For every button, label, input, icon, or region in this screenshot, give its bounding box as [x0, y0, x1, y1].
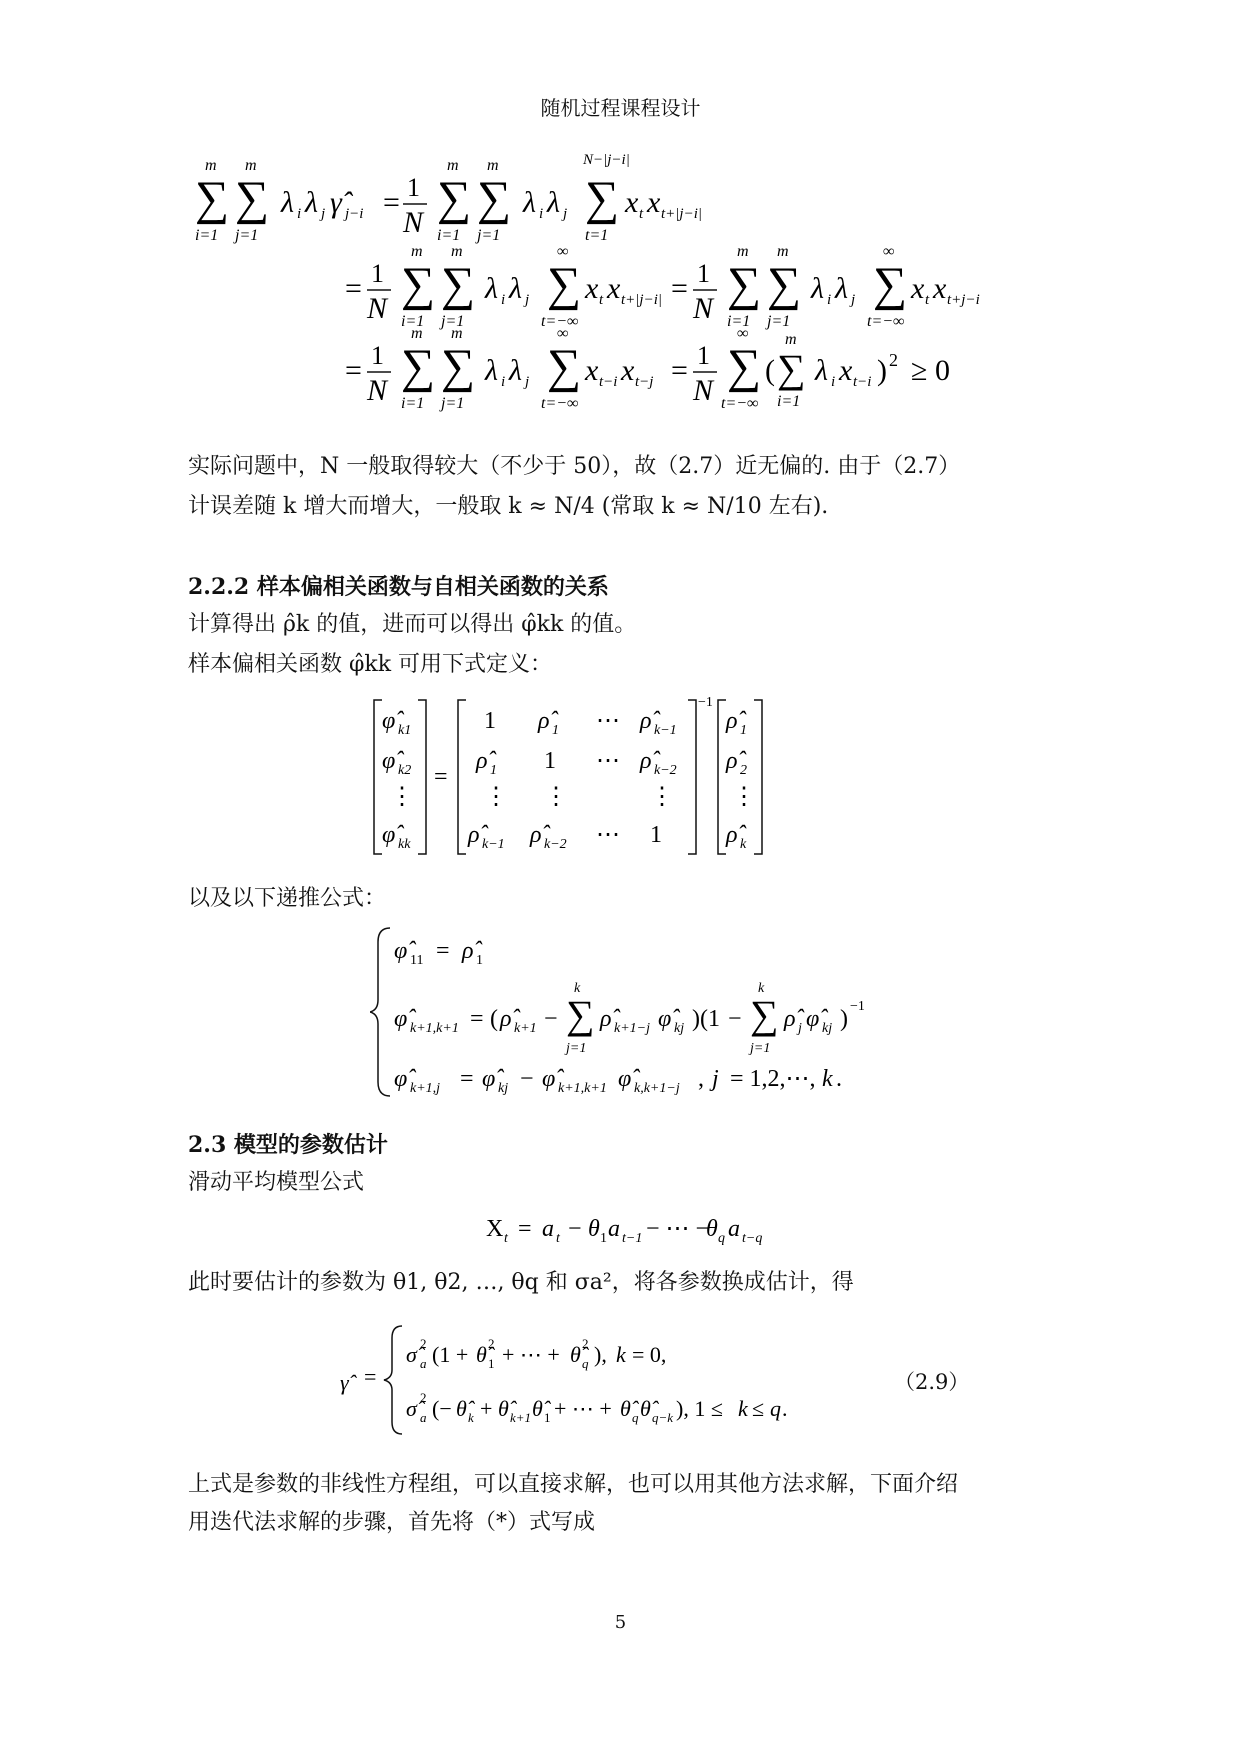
svg-text:φ̂: φ̂ — [482, 1066, 496, 1092]
svg-text:≤: ≤ — [752, 1396, 765, 1421]
svg-text:j=1: j=1 — [441, 313, 465, 330]
svg-text:⋮: ⋮ — [484, 784, 508, 810]
svg-text:1: 1 — [600, 1231, 607, 1246]
svg-text:x: x — [933, 272, 947, 305]
svg-text:a: a — [420, 1410, 427, 1425]
svg-text:=: = — [383, 186, 400, 219]
svg-text:=: = — [671, 354, 688, 387]
svg-text:∑: ∑ — [727, 258, 762, 311]
svg-text:∑: ∑ — [547, 340, 582, 393]
svg-text:.: . — [782, 1396, 788, 1421]
svg-text:t: t — [504, 1231, 508, 1246]
svg-text:(: ( — [490, 1006, 498, 1032]
svg-text:q−k: q−k — [652, 1410, 674, 1425]
svg-text:φ̂: φ̂ — [542, 1066, 556, 1092]
svg-text:ρ̂: ρ̂ — [468, 822, 480, 848]
svg-text:θ̂: θ̂ — [620, 1396, 631, 1421]
svg-text:1: 1 — [740, 723, 747, 738]
svg-text:1: 1 — [371, 341, 384, 370]
svg-text:k: k — [822, 1066, 833, 1092]
svg-text:k: k — [574, 981, 581, 996]
svg-text:t=−∞: t=−∞ — [721, 395, 759, 412]
svg-text:m: m — [245, 157, 257, 174]
svg-text:kj: kj — [822, 1021, 833, 1036]
svg-text:t+|j−i|: t+|j−i| — [661, 206, 702, 222]
svg-text:X: X — [486, 1216, 504, 1242]
svg-text:i=1: i=1 — [195, 227, 219, 244]
svg-text:kj: kj — [498, 1081, 509, 1096]
svg-text:=: = — [671, 272, 688, 305]
svg-text:∑: ∑ — [767, 258, 802, 311]
svg-text:1: 1 — [488, 1356, 495, 1371]
svg-text:j: j — [851, 292, 856, 308]
eq-line-2 — [345, 243, 980, 330]
svg-text:i: i — [539, 206, 544, 222]
svg-text:=: = — [364, 1364, 377, 1389]
svg-text:i=1: i=1 — [401, 313, 425, 330]
svg-text:kj: kj — [674, 1021, 685, 1036]
svg-text:1: 1 — [476, 953, 483, 968]
svg-text:λ: λ — [281, 186, 294, 219]
svg-text:t=−∞: t=−∞ — [867, 313, 905, 330]
svg-text:i=1: i=1 — [727, 313, 751, 330]
svg-text:−1: −1 — [850, 999, 865, 1014]
svg-text:θ: θ — [588, 1216, 600, 1242]
svg-text:∞: ∞ — [557, 243, 569, 260]
svg-text:)(1: )(1 — [692, 1006, 720, 1032]
svg-text:t: t — [556, 1231, 560, 1246]
paragraph-bias-note-1: 实际问题中，N 一般取得较大（不少于 50），故（2.7）近无偏的. 由于（2.7） — [188, 454, 961, 479]
svg-text:q: q — [770, 1396, 781, 1421]
svg-text:k−2: k−2 — [654, 763, 677, 778]
svg-text:k+1: k+1 — [510, 1410, 532, 1425]
svg-text:(: ( — [765, 354, 775, 387]
svg-text:k+1,j: k+1,j — [410, 1081, 441, 1096]
svg-text:i: i — [827, 292, 832, 308]
svg-text:∑: ∑ — [873, 258, 908, 311]
svg-text:=: = — [434, 764, 448, 790]
svg-text:t−j: t−j — [635, 374, 654, 390]
svg-text:θ̂: θ̂ — [640, 1396, 651, 1421]
svg-text:N: N — [693, 374, 714, 407]
svg-text:∞: ∞ — [737, 325, 749, 342]
svg-text:θ̂: θ̂ — [570, 1342, 581, 1367]
svg-text:λ: λ — [305, 186, 318, 219]
paragraph-ma-intro: 滑动平均模型公式 — [188, 1170, 365, 1195]
svg-text:2: 2 — [420, 1336, 427, 1351]
svg-text:k1: k1 — [398, 723, 412, 738]
svg-text:1: 1 — [371, 259, 384, 288]
svg-text:t+|j−i|: t+|j−i| — [621, 292, 662, 308]
paragraph-pacf-define: 样本偏相关函数 φ̂kk 可用下式定义： — [188, 652, 553, 677]
svg-text:x: x — [911, 272, 925, 305]
svg-text:j: j — [525, 374, 530, 390]
svg-text:N−|j−i|: N−|j−i| — [583, 152, 630, 168]
svg-text:=: = — [518, 1216, 532, 1242]
svg-text:=: = — [470, 1006, 484, 1032]
svg-text:k: k — [616, 1342, 626, 1367]
svg-text:k: k — [738, 1396, 748, 1421]
svg-text:k+1,k+1: k+1,k+1 — [410, 1021, 459, 1036]
svg-text:2: 2 — [582, 1336, 589, 1351]
svg-text:ρ̂: ρ̂ — [784, 1006, 796, 1032]
svg-text:1: 1 — [544, 1410, 551, 1425]
svg-text:∑: ∑ — [585, 172, 620, 225]
svg-text:σ̂: σ̂ — [406, 1396, 417, 1421]
svg-text:x: x — [585, 272, 599, 305]
paragraph-nonlinear-2: 用迭代法求解的步骤，首先将（*）式写成 — [188, 1510, 596, 1535]
svg-text:m: m — [785, 331, 797, 348]
svg-text:⋮: ⋮ — [650, 784, 674, 810]
svg-text:t=−∞: t=−∞ — [541, 395, 579, 412]
svg-text:∑: ∑ — [401, 340, 436, 393]
svg-text:m: m — [451, 243, 463, 260]
svg-text:−: − — [568, 1216, 582, 1242]
svg-text:1: 1 — [490, 763, 497, 778]
svg-text:θ̂: θ̂ — [456, 1396, 467, 1421]
svg-text:m: m — [411, 243, 423, 260]
svg-text:γ̂: γ̂ — [330, 186, 342, 219]
svg-text:ρ̂: ρ̂ — [640, 708, 652, 734]
svg-text:−: − — [728, 1006, 742, 1032]
svg-text:j: j — [525, 292, 530, 308]
svg-text:x: x — [607, 272, 621, 305]
svg-text:j=1: j=1 — [750, 1041, 771, 1056]
svg-text:k−2: k−2 — [544, 837, 567, 852]
svg-text:θ̂: θ̂ — [476, 1342, 487, 1367]
svg-text:t−i: t−i — [599, 374, 618, 390]
section-heading-2-3: 2.3 模型的参数估计 — [188, 1132, 388, 1158]
svg-text:θ: θ — [706, 1216, 718, 1242]
svg-text:k+1,k+1: k+1,k+1 — [558, 1081, 607, 1096]
svg-text:∞: ∞ — [557, 325, 569, 342]
svg-text:t=−∞: t=−∞ — [541, 313, 579, 330]
ma-model-equation — [480, 1206, 780, 1256]
svg-text:⋮: ⋮ — [732, 784, 756, 810]
svg-text:a: a — [608, 1216, 620, 1242]
svg-text:(1 +: (1 + — [432, 1342, 469, 1367]
svg-text:− ⋯ −: − ⋯ − — [646, 1216, 710, 1242]
svg-text:∑: ∑ — [195, 172, 230, 225]
svg-text:−1: −1 — [698, 695, 713, 710]
svg-text:γ̂: γ̂ — [340, 1370, 349, 1395]
svg-text:q: q — [718, 1231, 725, 1246]
svg-text:1: 1 — [407, 173, 420, 202]
svg-text:N: N — [403, 206, 424, 239]
svg-text:): ) — [840, 1006, 848, 1032]
svg-text:N: N — [693, 292, 714, 325]
svg-text:∑: ∑ — [547, 258, 582, 311]
svg-text:θ̂: θ̂ — [498, 1396, 509, 1421]
svg-text:), 1 ≤: ), 1 ≤ — [676, 1396, 723, 1421]
svg-text:2: 2 — [488, 1336, 495, 1351]
svg-text:−: − — [520, 1066, 534, 1092]
svg-text:k,k+1−j: k,k+1−j — [634, 1081, 680, 1096]
svg-text:λ: λ — [815, 354, 828, 387]
pacf-recursion-equation — [370, 922, 930, 1102]
svg-text:k: k — [740, 837, 747, 852]
svg-text:q: q — [582, 1356, 589, 1371]
svg-text:=: = — [460, 1066, 474, 1092]
paragraph-pacf-compute: 计算得出 ρ̂k 的值，进而可以得出 φ̂kk 的值。 — [188, 612, 637, 637]
svg-text:1: 1 — [650, 822, 662, 848]
svg-text:m: m — [447, 157, 459, 174]
svg-text:j: j — [712, 1066, 719, 1092]
svg-text:i: i — [831, 374, 836, 390]
svg-text:j=1: j=1 — [235, 227, 259, 244]
svg-text:φ̂: φ̂ — [382, 708, 396, 734]
svg-text:m: m — [737, 243, 749, 260]
svg-text:k: k — [468, 1410, 474, 1425]
svg-text:i: i — [501, 374, 506, 390]
svg-text:11: 11 — [410, 953, 424, 968]
svg-text:k−1: k−1 — [482, 837, 505, 852]
svg-text:j: j — [798, 1021, 802, 1036]
svg-text:φ̂: φ̂ — [806, 1006, 820, 1032]
svg-text:q: q — [632, 1410, 639, 1425]
svg-text:m: m — [451, 325, 463, 342]
svg-text:j=1: j=1 — [441, 395, 465, 412]
paragraph-estimate-intro: 此时要估计的参数为 θ1, θ2, …, θq 和 σa²，将各参数换成估计，得 — [188, 1270, 854, 1295]
svg-text:⋯: ⋯ — [596, 748, 620, 774]
paragraph-nonlinear-1: 上式是参数的非线性方程组，可以直接求解，也可以用其他方法求解，下面介绍 — [188, 1472, 959, 1497]
svg-text:i=1: i=1 — [437, 227, 461, 244]
svg-text:t+j−i: t+j−i — [947, 292, 980, 308]
svg-text:N: N — [367, 374, 388, 407]
pacf-matrix-equation — [370, 692, 810, 862]
svg-text:ρ̂: ρ̂ — [726, 822, 738, 848]
svg-text:θ̂: θ̂ — [532, 1396, 543, 1421]
svg-text:⋯: ⋯ — [596, 708, 620, 734]
svg-text:,: , — [698, 1066, 704, 1092]
svg-text:x: x — [647, 186, 661, 219]
paragraph-recursion-intro: 以及以下递推公式： — [188, 886, 387, 911]
svg-text:= 1,2,⋯,: = 1,2,⋯, — [730, 1066, 816, 1092]
svg-text:φ̂: φ̂ — [394, 938, 408, 964]
svg-text:2: 2 — [740, 763, 747, 778]
svg-text:t: t — [599, 292, 604, 308]
svg-text:ρ̂: ρ̂ — [462, 938, 474, 964]
svg-text:),: ), — [594, 1342, 607, 1367]
svg-text:=: = — [345, 272, 362, 305]
svg-text:): ) — [877, 354, 887, 387]
section-heading-2-2-2: 2.2.2 样本偏相关函数与自相关函数的关系 — [188, 574, 609, 600]
svg-text:1: 1 — [544, 748, 556, 774]
svg-text:λ: λ — [485, 354, 498, 387]
svg-text:m: m — [411, 325, 423, 342]
svg-text:=: = — [436, 938, 450, 964]
svg-text:k−1: k−1 — [654, 723, 677, 738]
svg-text:1: 1 — [484, 708, 496, 734]
svg-text:t−q: t−q — [742, 1231, 763, 1246]
svg-text:x: x — [839, 354, 853, 387]
svg-text:t: t — [639, 206, 644, 222]
svg-text:t−1: t−1 — [622, 1231, 643, 1246]
svg-text:j−i: j−i — [345, 206, 364, 222]
svg-text:ρ̂: ρ̂ — [538, 708, 550, 734]
svg-text:ρ̂: ρ̂ — [500, 1006, 512, 1032]
svg-text:⋮: ⋮ — [544, 784, 568, 810]
svg-text:i=1: i=1 — [777, 393, 801, 410]
svg-text:t=1: t=1 — [585, 227, 609, 244]
svg-text:j=1: j=1 — [566, 1041, 587, 1056]
svg-text:+ ⋯ +: + ⋯ + — [554, 1396, 612, 1421]
svg-text:kk: kk — [398, 837, 411, 852]
gamma-estimate-equation — [338, 1320, 818, 1440]
svg-text:ρ̂: ρ̂ — [476, 748, 488, 774]
svg-text:−: − — [544, 1006, 558, 1032]
svg-text:λ: λ — [835, 272, 848, 305]
svg-text:∑: ∑ — [727, 340, 762, 393]
svg-text:∑: ∑ — [441, 340, 476, 393]
svg-text:∑: ∑ — [566, 992, 595, 1037]
svg-text:=: = — [345, 354, 362, 387]
svg-text:+ ⋯ +: + ⋯ + — [502, 1342, 560, 1367]
svg-text:1: 1 — [697, 259, 710, 288]
svg-text:a: a — [542, 1216, 554, 1242]
svg-text:x: x — [621, 354, 635, 387]
equation-number: （2.9） — [894, 1370, 970, 1394]
svg-text:2: 2 — [889, 350, 898, 370]
svg-text:k: k — [758, 981, 765, 996]
svg-text:⋮: ⋮ — [390, 784, 414, 810]
svg-text:≥ 0: ≥ 0 — [911, 354, 950, 387]
svg-text:∑: ∑ — [750, 992, 779, 1037]
svg-text:∑: ∑ — [401, 258, 436, 311]
svg-text:t: t — [925, 292, 930, 308]
svg-text:⋯: ⋯ — [596, 822, 620, 848]
svg-text:ρ̂: ρ̂ — [726, 748, 738, 774]
svg-text:N: N — [367, 292, 388, 325]
eq-line-1 — [195, 152, 702, 244]
svg-text:λ: λ — [547, 186, 560, 219]
svg-text:ρ̂: ρ̂ — [530, 822, 542, 848]
svg-text:φ̂: φ̂ — [394, 1006, 408, 1032]
svg-text:λ: λ — [811, 272, 824, 305]
svg-text:φ̂: φ̂ — [382, 822, 396, 848]
svg-text:φ̂: φ̂ — [658, 1006, 672, 1032]
svg-text:λ: λ — [509, 272, 522, 305]
svg-text:φ̂: φ̂ — [618, 1066, 632, 1092]
svg-text:j=1: j=1 — [477, 227, 501, 244]
svg-text:a: a — [728, 1216, 740, 1242]
svg-text:λ: λ — [523, 186, 536, 219]
svg-text:i=1: i=1 — [401, 395, 425, 412]
svg-text:= 0,: = 0, — [632, 1342, 667, 1367]
svg-text:+: + — [480, 1396, 493, 1421]
svg-text:ρ̂: ρ̂ — [726, 708, 738, 734]
svg-text:m: m — [205, 157, 217, 174]
svg-text:m: m — [487, 157, 499, 174]
svg-text:k+1−j: k+1−j — [614, 1021, 650, 1036]
page-number: 5 — [614, 1612, 627, 1633]
svg-text:.: . — [836, 1066, 842, 1092]
svg-text:∑: ∑ — [437, 172, 472, 225]
svg-text:(−: (− — [432, 1396, 452, 1421]
svg-text:x: x — [625, 186, 639, 219]
svg-text:i: i — [297, 206, 302, 222]
svg-text:ρ̂: ρ̂ — [640, 748, 652, 774]
svg-text:a: a — [420, 1356, 427, 1371]
svg-text:φ̂: φ̂ — [394, 1066, 408, 1092]
eq-line-3 — [345, 325, 950, 412]
svg-text:λ: λ — [509, 354, 522, 387]
svg-text:2: 2 — [420, 1390, 427, 1405]
svg-text:φ̂: φ̂ — [382, 748, 396, 774]
svg-text:∞: ∞ — [883, 243, 895, 260]
svg-text:i: i — [501, 292, 506, 308]
svg-text:∑: ∑ — [441, 258, 476, 311]
svg-text:m: m — [777, 243, 789, 260]
sum-inequality-equation — [185, 148, 1085, 428]
svg-text:t−i: t−i — [853, 374, 872, 390]
svg-text:∑: ∑ — [777, 346, 806, 391]
svg-text:λ: λ — [485, 272, 498, 305]
page-header: 随机过程课程设计 — [540, 96, 701, 120]
svg-text:σ̂: σ̂ — [406, 1342, 417, 1367]
svg-text:j: j — [563, 206, 568, 222]
svg-text:k2: k2 — [398, 763, 412, 778]
svg-text:k+1: k+1 — [514, 1021, 537, 1036]
svg-text:j=1: j=1 — [767, 313, 791, 330]
svg-text:1: 1 — [552, 723, 559, 738]
svg-text:∑: ∑ — [477, 172, 512, 225]
svg-text:ρ̂: ρ̂ — [600, 1006, 612, 1032]
paragraph-bias-note-2: 计误差随 k 增大而增大，一般取 k ≈ N/4 (常取 k ≈ N/10 左右). — [188, 494, 829, 519]
svg-text:x: x — [585, 354, 599, 387]
svg-text:1: 1 — [697, 341, 710, 370]
svg-text:j: j — [321, 206, 326, 222]
svg-text:∑: ∑ — [235, 172, 270, 225]
